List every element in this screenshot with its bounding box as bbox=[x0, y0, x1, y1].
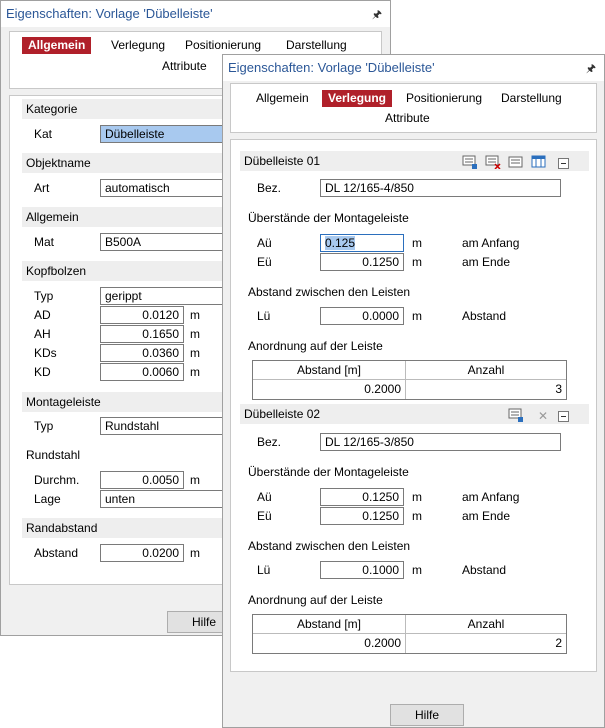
ad-unit: m bbox=[190, 308, 200, 322]
au-note: am Anfang bbox=[462, 236, 520, 250]
collapse-icon[interactable] bbox=[558, 158, 569, 169]
ah-label: AH bbox=[34, 327, 51, 341]
tab-attribute[interactable]: Attribute bbox=[385, 111, 430, 125]
back-help-button[interactable]: Hilfe bbox=[167, 611, 241, 633]
lu-field[interactable]: 0.0000 bbox=[320, 307, 404, 325]
durchm-unit: m bbox=[190, 473, 200, 487]
ah-unit: m bbox=[190, 327, 200, 341]
tab-verlegung[interactable]: Verlegung bbox=[111, 38, 166, 52]
table-header-abstand: Abstand [m] bbox=[253, 361, 406, 380]
back-panel-title: Eigenschaften: Vorlage 'Dübelleiste' bbox=[6, 6, 213, 21]
mat-field[interactable]: B500A bbox=[100, 233, 400, 251]
tab-positionierung[interactable]: Positionierung bbox=[406, 91, 483, 105]
durchm-label: Durchm. bbox=[34, 473, 80, 487]
art-label: Art bbox=[34, 181, 50, 195]
kd-label: KD bbox=[34, 365, 51, 379]
table-cell-anzahl[interactable]: 2 bbox=[555, 636, 562, 650]
lu-unit: m bbox=[412, 309, 422, 323]
table-header-anzahl: Anzahl bbox=[406, 361, 566, 380]
tab-verlegung[interactable]: Verlegung bbox=[322, 90, 392, 107]
lu-unit: m bbox=[412, 563, 422, 577]
delete-icon[interactable]: ✕ bbox=[538, 409, 549, 423]
front-content-area bbox=[230, 139, 597, 672]
au-unit: m bbox=[412, 490, 422, 504]
table-cell-abstand[interactable]: 0.2000 bbox=[253, 380, 406, 399]
section-allgemein: Allgemein bbox=[22, 207, 382, 227]
section-montageleiste: Montageleiste bbox=[22, 392, 382, 412]
table-settings-icon[interactable] bbox=[531, 155, 547, 169]
abstand-unit: m bbox=[190, 546, 200, 560]
table-cell-abstand[interactable]: 0.2000 bbox=[253, 634, 406, 653]
anordnung-table bbox=[252, 360, 567, 400]
front-panel-title: Eigenschaften: Vorlage 'Dübelleiste' bbox=[228, 60, 435, 75]
anordnung-table bbox=[252, 614, 567, 654]
tab-allgemein[interactable]: Allgemein bbox=[256, 91, 309, 105]
montageleiste-typ-field[interactable]: Rundstahl bbox=[100, 417, 400, 435]
kds-unit: m bbox=[190, 346, 200, 360]
kds-field[interactable]: 0.0360 bbox=[100, 344, 184, 362]
table-header-abstand: Abstand [m] bbox=[253, 615, 406, 634]
insert-row-icon[interactable] bbox=[508, 155, 524, 169]
lu-field[interactable]: 0.1000 bbox=[320, 561, 404, 579]
abstand-title: Abstand zwischen den Leisten bbox=[248, 285, 411, 299]
lage-field[interactable]: unten bbox=[100, 490, 400, 508]
eu-label: Eü bbox=[257, 509, 272, 523]
kopfbolzen-typ-label: Typ bbox=[34, 289, 54, 303]
front-tab-bar bbox=[230, 83, 597, 133]
lu-note: Abstand bbox=[462, 563, 507, 577]
pin-icon[interactable]: 🖈 bbox=[371, 9, 382, 21]
anordnung-title: Anordnung auf der Leiste bbox=[248, 339, 383, 353]
au-label: Aü bbox=[257, 236, 272, 250]
section-objektname: Objektname bbox=[22, 153, 382, 173]
group-title: Dübelleiste 01 bbox=[244, 154, 321, 168]
front-help-button[interactable]: Hilfe bbox=[390, 704, 464, 726]
ad-label: AD bbox=[34, 308, 51, 322]
ueberstaende-title: Überstände der Montageleiste bbox=[248, 465, 409, 479]
eu-unit: m bbox=[412, 255, 422, 269]
eu-note: am Ende bbox=[462, 509, 511, 523]
pin-icon[interactable]: 🖈 bbox=[585, 63, 596, 75]
au-field[interactable]: 0.1250 bbox=[320, 488, 404, 506]
kat-label: Kat bbox=[34, 127, 53, 141]
back-title-bar bbox=[1, 1, 390, 27]
tab-attribute[interactable]: Attribute bbox=[162, 59, 207, 73]
eu-unit: m bbox=[412, 509, 422, 523]
table-header-anzahl: Anzahl bbox=[406, 615, 566, 634]
au-unit: m bbox=[412, 236, 422, 250]
tab-darstellung[interactable]: Darstellung bbox=[286, 38, 347, 52]
au-field[interactable]: 0.125 bbox=[320, 234, 404, 252]
group-header-duebelleiste-02 bbox=[240, 404, 589, 424]
bez-field[interactable]: DL 12/165-4/850 bbox=[320, 179, 561, 197]
kd-unit: m bbox=[190, 365, 200, 379]
add-row-icon[interactable] bbox=[462, 155, 478, 169]
mat-label: Mat bbox=[34, 235, 55, 249]
section-kopfbolzen: Kopfbolzen bbox=[22, 261, 382, 281]
lu-label: Lü bbox=[257, 563, 271, 577]
kat-field[interactable]: Dübelleiste bbox=[100, 125, 400, 143]
section-rundstahl: Rundstahl bbox=[26, 448, 81, 462]
ad-field[interactable]: 0.0120 bbox=[100, 306, 184, 324]
anordnung-title: Anordnung auf der Leiste bbox=[248, 593, 383, 607]
ah-field[interactable]: 0.1650 bbox=[100, 325, 184, 343]
abstand-title: Abstand zwischen den Leisten bbox=[248, 539, 411, 553]
art-field[interactable]: automatisch bbox=[100, 179, 400, 197]
kd-field[interactable]: 0.0060 bbox=[100, 363, 184, 381]
abstand-label: Abstand bbox=[34, 546, 79, 560]
tab-positionierung[interactable]: Positionierung bbox=[185, 38, 262, 52]
au-label: Aü bbox=[257, 490, 272, 504]
eu-note: am Ende bbox=[462, 255, 511, 269]
durchm-field[interactable]: 0.0050 bbox=[100, 471, 184, 489]
delete-row-icon[interactable] bbox=[485, 155, 501, 169]
lu-note: Abstand bbox=[462, 309, 507, 323]
eu-field[interactable]: 0.1250 bbox=[320, 253, 404, 271]
table-cell-anzahl[interactable]: 3 bbox=[555, 382, 562, 396]
section-kategorie: Kategorie bbox=[22, 99, 382, 119]
tab-allgemein[interactable]: Allgemein bbox=[22, 37, 91, 54]
group-title: Dübelleiste 02 bbox=[244, 407, 321, 421]
section-randabstand: Randabstand bbox=[22, 518, 382, 538]
au-note: am Anfang bbox=[462, 490, 520, 504]
kopfbolzen-typ-field[interactable]: gerippt bbox=[100, 287, 400, 305]
kds-label: KDs bbox=[34, 346, 57, 360]
bez-label: Bez. bbox=[257, 181, 282, 195]
bez-field[interactable]: DL 12/165-3/850 bbox=[320, 433, 561, 451]
collapse-icon[interactable] bbox=[558, 411, 569, 422]
front-title-bar bbox=[223, 55, 604, 81]
lu-label: Lü bbox=[257, 309, 271, 323]
lage-label: Lage bbox=[34, 492, 61, 506]
bez-label: Bez. bbox=[257, 435, 282, 449]
eu-label: Eü bbox=[257, 255, 272, 269]
add-row-icon[interactable] bbox=[508, 408, 524, 422]
eu-field[interactable]: 0.1250 bbox=[320, 507, 404, 525]
montageleiste-typ-label: Typ bbox=[34, 419, 54, 433]
abstand-field[interactable]: 0.0200 bbox=[100, 544, 184, 562]
ueberstaende-title: Überstände der Montageleiste bbox=[248, 211, 409, 225]
front-properties-panel bbox=[222, 54, 605, 728]
tab-darstellung[interactable]: Darstellung bbox=[501, 91, 562, 105]
